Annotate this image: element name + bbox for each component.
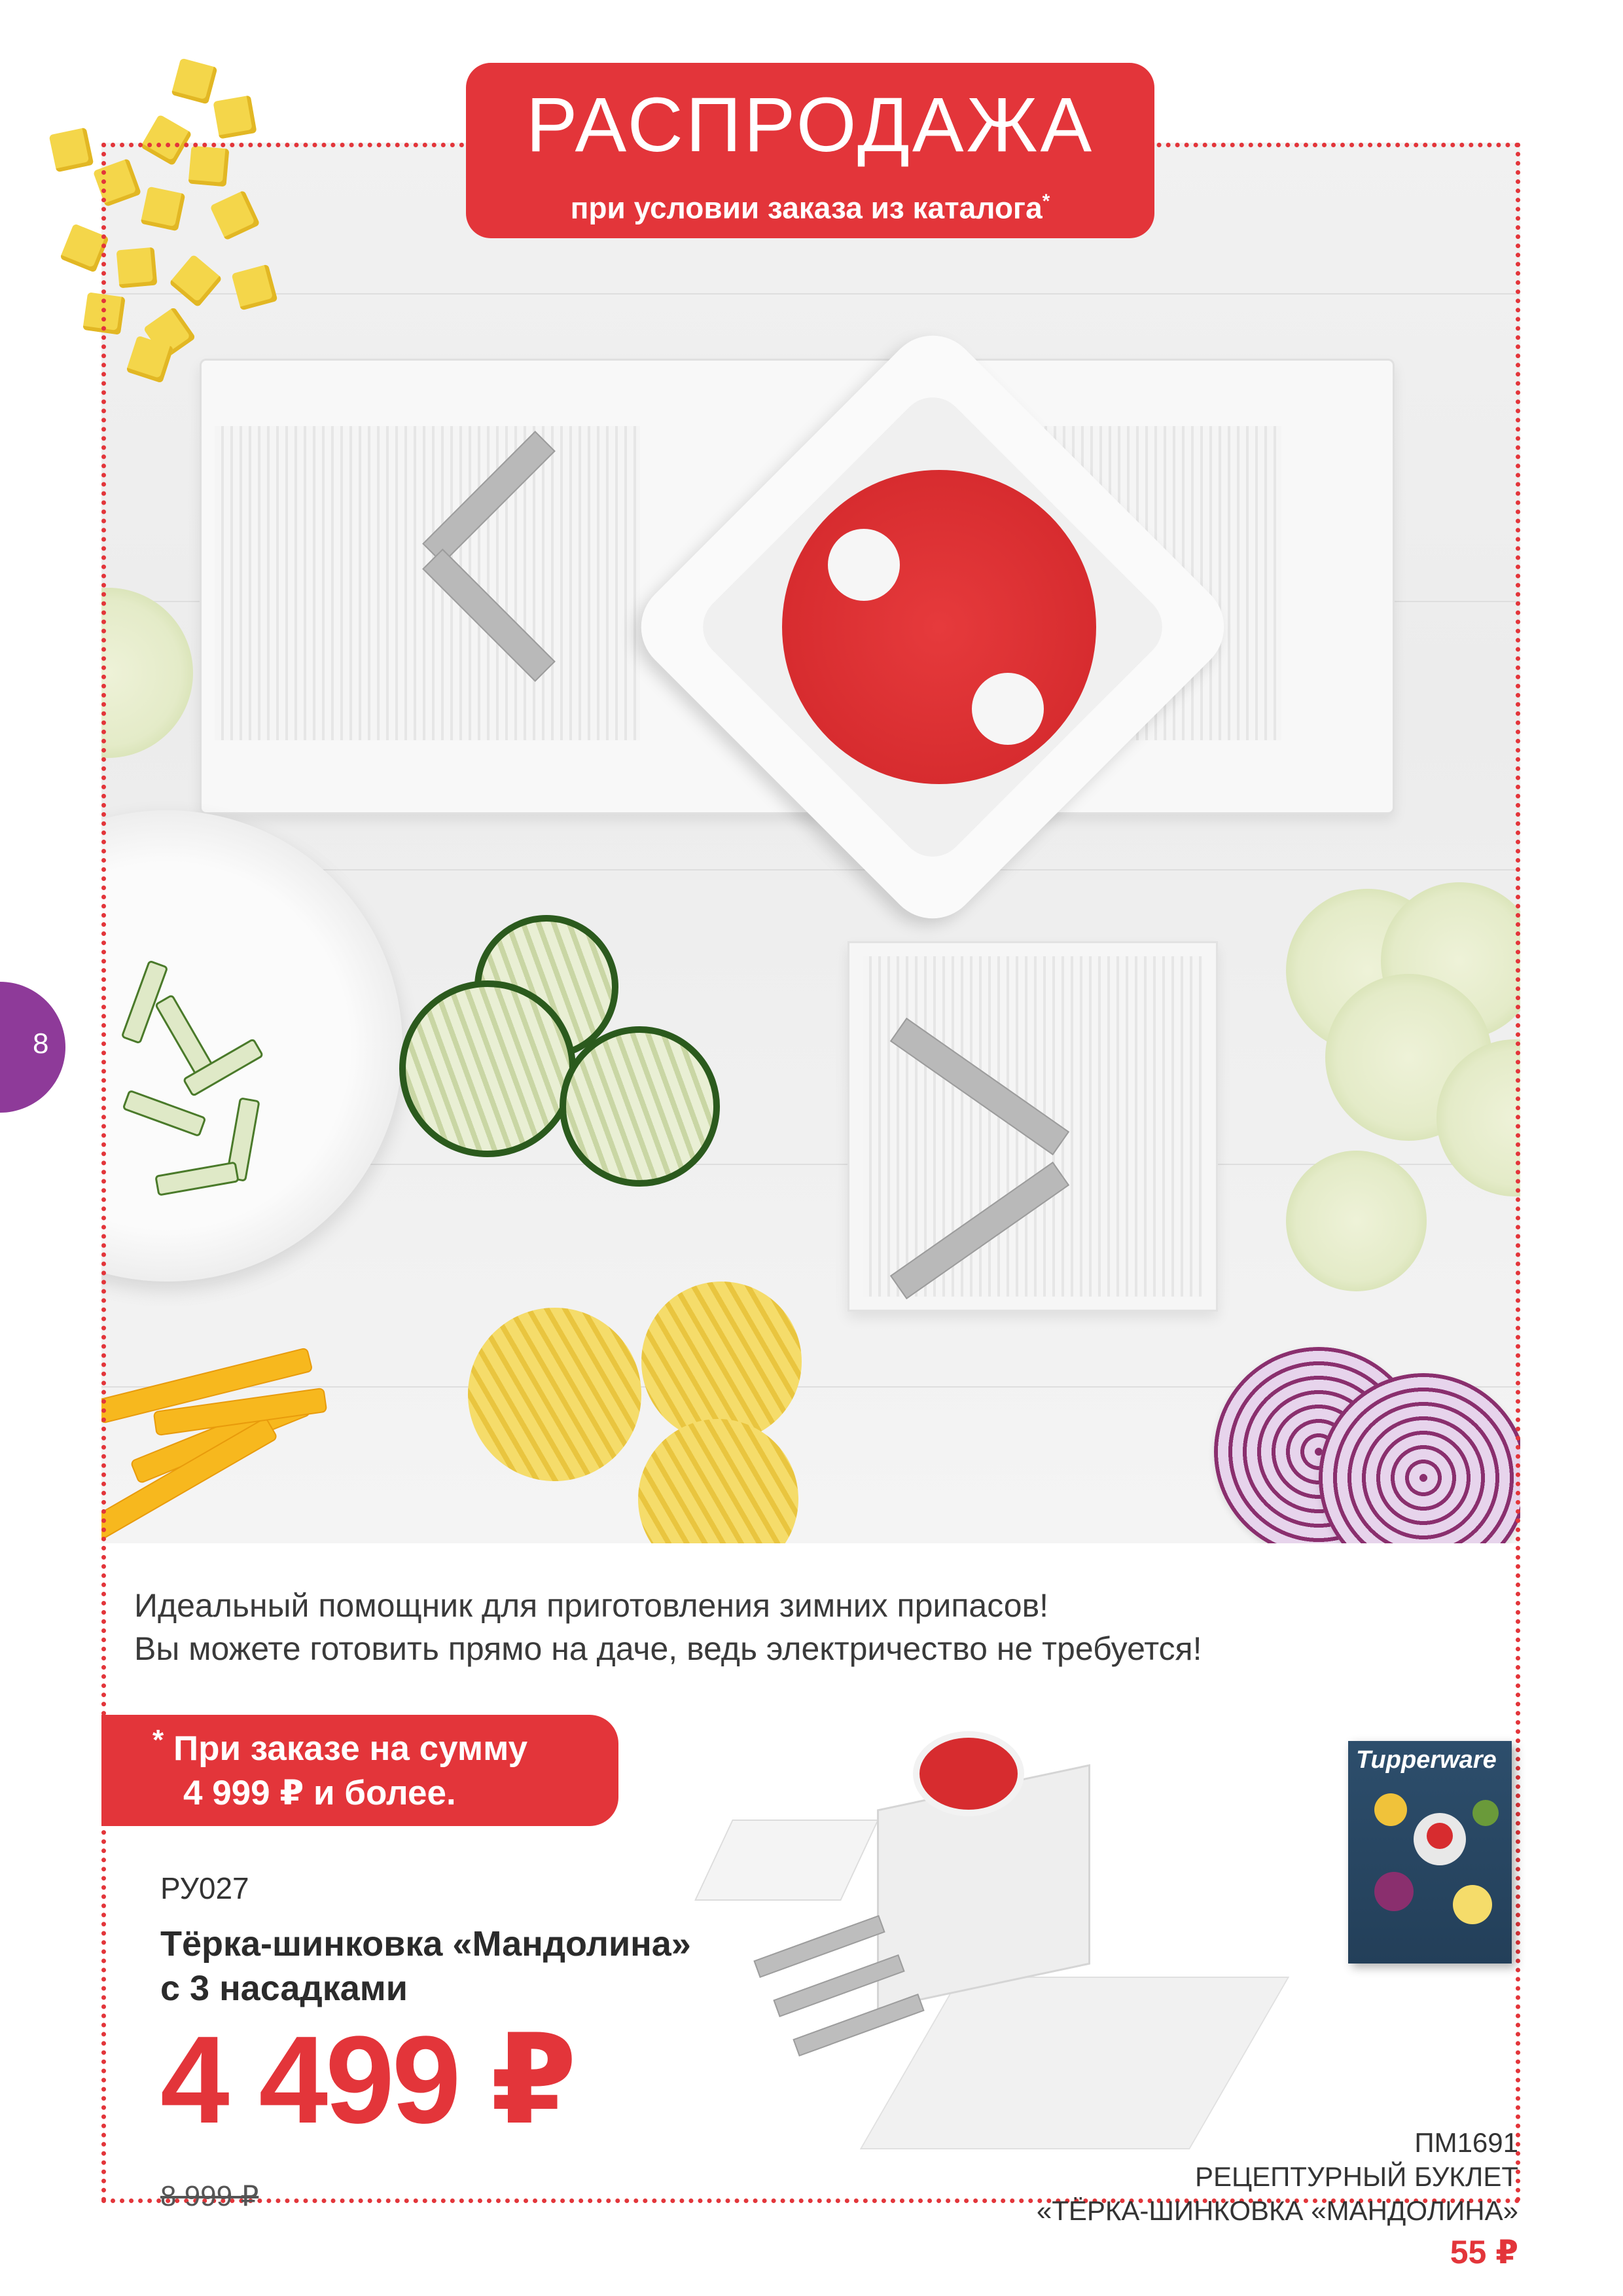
booklet-brand-logo: Tupperware (1356, 1746, 1497, 1774)
booklet-name-line-1: РЕЦЕПТУРНЫЙ БУКЛЕТ (1195, 2161, 1518, 2192)
product-price: 4 499 ₽ (160, 2011, 575, 2149)
product-description (134, 1584, 1378, 1670)
condition-footnote-mark: * (152, 1724, 164, 1756)
product-code: РУ027 (160, 1871, 249, 1905)
page-number: 8 (33, 1028, 49, 1060)
condition-line-2: 4 999 ₽ и более. (183, 1774, 456, 1812)
booklet-price: 55 ₽ (1450, 2234, 1518, 2270)
banner-subtitle: при условии заказа из каталога* (570, 190, 1050, 225)
description-line-1: Идеальный помощник для приготовления зимних припасов! (134, 1587, 1049, 1624)
product-name-line-1: Тёрка-шинковка «Мандолина» (160, 1924, 691, 1964)
product-name (160, 1922, 749, 2011)
booklet-name-line-2: «ТЁРКА-ШИНКОВКА «МАНДОЛИНА» (1036, 2195, 1518, 2226)
banner-title: РАСПРОДАЖА (526, 82, 1095, 168)
product-name-line-2: с 3 насадками (160, 1969, 408, 2008)
booklet-code: ПМ1691 (1414, 2127, 1518, 2158)
sale-banner (466, 63, 1154, 238)
product-old-price: 8 999 ₽ (160, 2180, 259, 2212)
mandoline-product-image (713, 1702, 1224, 2134)
order-condition-banner (101, 1715, 618, 1826)
condition-line-1: При заказе на сумму (173, 1729, 528, 1768)
description-line-2: Вы можете готовить прямо на даче, ведь электричество не требуется! (134, 1630, 1202, 1667)
recipe-booklet-image (1348, 1741, 1512, 1964)
